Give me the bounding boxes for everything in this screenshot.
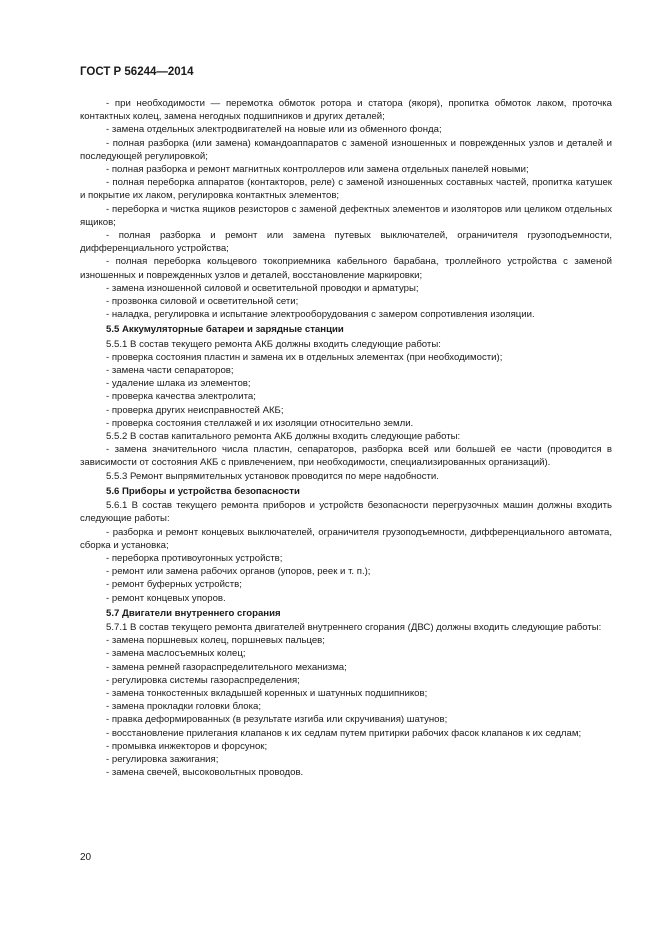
paragraph: - прозвонка силовой и осветительной сети; [106,296,299,308]
paragraph: - замена изношенной силовой и осветительной проводки и арматуры; [106,282,419,294]
paragraph: - полная разборка и ремонт магнитных контроллеров или замена отдельных панелей новыми; [106,164,529,176]
section-heading: 5.5 Аккумуляторные батареи и зарядные станции [106,324,344,336]
paragraph: - ремонт буферных устройств; [106,579,242,591]
paragraph: - промывка инжекторов и форсунок; [106,740,268,752]
paragraph: - полная переборка кольцевого токоприемника кабельного барабана, троллейного устройства с заменой изношенных и поврежденных узлов и деталей, восстановление маркировки; [80,256,612,281]
paragraph: - ремонт или замена рабочих органов (упоров, реек и т. п.); [106,566,371,578]
paragraph: - проверка состояния пластин и замена их в отдельных элементах (при необходимости); [106,351,503,363]
paragraph: 5.5.1 В состав текущего ремонта АКБ должны входить следующие работы: [106,338,441,350]
section-heading: 5.7 Двигатели внутреннего сгорания [106,607,281,619]
paragraph: - замена части сепараторов; [106,365,234,377]
paragraph: - замена тонкостенных вкладышей коренных и шатунных подшипников; [106,687,428,699]
paragraph: - замена свечей, высоковольтных проводов. [106,767,304,779]
paragraph: 5.5.2 В состав капитального ремонта АКБ должны входить следующие работы: [106,431,461,443]
page-title: ГОСТ Р 56244—2014 [80,66,194,78]
paragraph: - проверка состояния стеллажей и их изоляции относительно земли. [106,417,414,429]
paragraph: - полная разборка (или замена) командоаппаратов с заменой изношенных и поврежденных узлов и деталей и последующей регулировкой; [80,137,612,162]
paragraph: - проверка качества электролита; [106,391,256,403]
paragraph: - полная переборка аппаратов (контакторов, реле) с заменой изношенных составных частей, пропитка катушек и покрытие их лаком, регулировка контактных элементов; [80,177,612,202]
paragraph: 5.7.1 В состав текущего ремонта двигателей внутреннего сгорания (ДВС) должны входить следующие работы: [106,621,602,633]
section-heading: 5.6 Приборы и устройства безопасности [106,485,300,497]
page-number: 20 [80,852,92,863]
paragraph: - переборка и чистка ящиков резисторов с заменой дефектных элементов и изоляторов или целиком отдельных ящиков; [80,203,612,228]
paragraph: - замена ремней газораспределительного механизма; [106,661,347,673]
paragraph: 5.6.1 В состав текущего ремонта приборов и устройств безопасности перегрузочных машин должны входить следующие работы: [80,500,612,525]
paragraph: - правка деформированных (в результате изгиба или скручивания) шатунов; [106,714,448,726]
document-body [80,97,612,779]
paragraph: - при необходимости — перемотка обмоток ротора и статора (якоря), пропитка обмоток лаком, проточка контактных колец, замена негодных подшипников и других деталей; [80,98,612,123]
paragraph: - разборка и ремонт концевых выключателей, ограничителя грузоподъемности, дифференциального автомата, сборка и установка; [80,526,612,551]
paragraph: - замена поршневых колец, поршневых пальцев; [106,635,325,647]
paragraph: - замена прокладки головки блока; [106,701,262,713]
paragraph: - переборка противоугонных устройств; [106,552,283,564]
paragraph: - восстановление прилегания клапанов к их седлам путем притирки рабочих фасок клапанов к их седлам; [106,727,582,739]
paragraph: - ремонт концевых упоров. [106,592,226,604]
paragraph: - замена значительного числа пластин, сепараторов, разборка всей или большей ее части (проводится в зависимости от состояния АКБ с привлечением, при необходимости, специализированных организаций). [80,444,612,469]
paragraph: - проверка других неисправностей АКБ; [106,404,284,416]
paragraph: - замена маслосъемных колец; [106,648,246,660]
paragraph: - замена отдельных электродвигателей на новые или из обменного фонда; [106,124,442,136]
paragraph: - полная разборка и ремонт или замена путевых выключателей, ограничителя грузоподъемности, дифференциального устройства; [80,230,612,255]
paragraph: - регулировка системы газораспределения; [106,674,300,686]
paragraph: 5.5.3 Ремонт выпрямительных установок проводится по мере надобности. [106,470,439,482]
paragraph: - удаление шлака из элементов; [106,378,251,390]
paragraph: - регулировка зажигания; [106,753,219,765]
paragraph: - наладка, регулировка и испытание электрооборудования с замером сопротивления изоляции. [106,309,535,321]
